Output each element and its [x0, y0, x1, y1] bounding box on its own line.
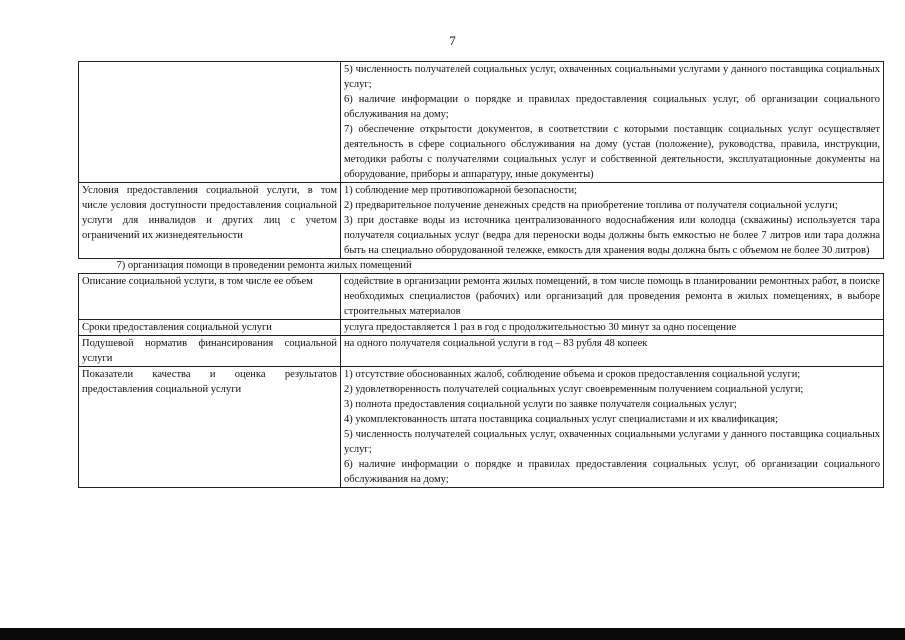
description-label: Описание социальной услуги, в том числе ее объем — [79, 274, 341, 320]
table-row — [79, 320, 884, 336]
conditions-label: Условия предоставления социальной услуги, в том числе условия доступности предоставления социальной услуги для инвалидов и других лиц с учетом ограничений их жизнедеятельности — [79, 183, 341, 259]
scan-edge-bar — [0, 628, 905, 640]
list-item: 3) при доставке воды из источника централизованного водоснабжения или колодца (скважины) используется тара получателя социальных услуг (ведра для переноски воды должны быть емкостью не более 7 литров или тара должна быть на специально оборудованной тележке, емкость для хранения воды должна быть с объемом не более 30 литров) — [344, 215, 880, 256]
table-row — [79, 367, 884, 488]
list-item: 1) соблюдение мер противопожарной безопасности; — [344, 185, 578, 196]
list-item: 6) наличие информации о порядке и правилах предоставления социальных услуг, об организации социального обслуживания на дому; — [344, 459, 880, 485]
service-standard-table — [78, 61, 884, 488]
terms-label: Сроки предоставления социальной услуги — [79, 320, 341, 336]
top-block-content — [341, 62, 884, 183]
table-row — [79, 259, 884, 274]
list-item: 5) численность получателей социальных услуг, охваченных социальными услугами у данного поставщика социальных услуг; — [344, 64, 880, 90]
financing-content: на одного получателя социальной услуги в год – 83 рубля 48 копеек — [341, 336, 884, 367]
list-item: 2) предварительное получение денежных средств на приобретение топлива от получателя социальной услуги; — [344, 200, 838, 211]
table-row — [79, 336, 884, 367]
list-item: 5) численность получателей социальных услуг, охваченных социальными услугами у данного поставщика социальных услуг; — [344, 429, 880, 455]
page-number: 7 — [449, 33, 456, 48]
list-item: 2) удовлетворенность получателей социальных услуг своевременным получением социальной услуги; — [344, 384, 804, 395]
top-block-label — [79, 62, 341, 183]
list-item: 7) обеспечение открытости документов, в соответствии с которыми поставщик социальных услуг осуществляет деятельность в сфере социального обслуживания на дому (устав (положение), руководства, правила, инструкции, методики работы с получателями социальных услуг и собственной деятельности, эксплуатационные документы на оборудование, приборы и аппаратуру, иные документы) — [344, 124, 880, 180]
quality-content — [341, 367, 884, 488]
list-item: 4) укомплектованность штата поставщика социальных услуг специалистами и их квалификация; — [344, 414, 779, 425]
table-row — [79, 274, 884, 320]
conditions-content — [341, 183, 884, 259]
table-row — [79, 183, 884, 259]
terms-content: услуга предоставляется 1 раз в год с продолжительностью 30 минут за одно посещение — [341, 320, 884, 336]
list-item: 1) отсутствие обоснованных жалоб, соблюдение объема и сроков предоставления социальной услуги; — [344, 369, 801, 380]
section-title: 7) организация помощи в проведении ремонта жилых помещений — [79, 259, 884, 274]
quality-label: Показатели качества и оценка результатов предоставления социальной услуги — [79, 367, 341, 488]
table-row — [79, 62, 884, 183]
financing-label: Подушевой норматив финансирования социальной услуги — [79, 336, 341, 367]
list-item: 6) наличие информации о порядке и правилах предоставления социальных услуг, об организации социального обслуживания на дому; — [344, 94, 880, 120]
description-content: содействие в организации ремонта жилых помещений, в том числе помощь в планировании ремонтных работ, в поиске необходимых специалистов (рабочих) или организаций для проведения ремонта в жилых помещениях, в выборе строительных материалов — [341, 274, 884, 320]
list-item: 3) полнота предоставления социальной услуги по заявке получателя социальных услуг; — [344, 399, 737, 410]
